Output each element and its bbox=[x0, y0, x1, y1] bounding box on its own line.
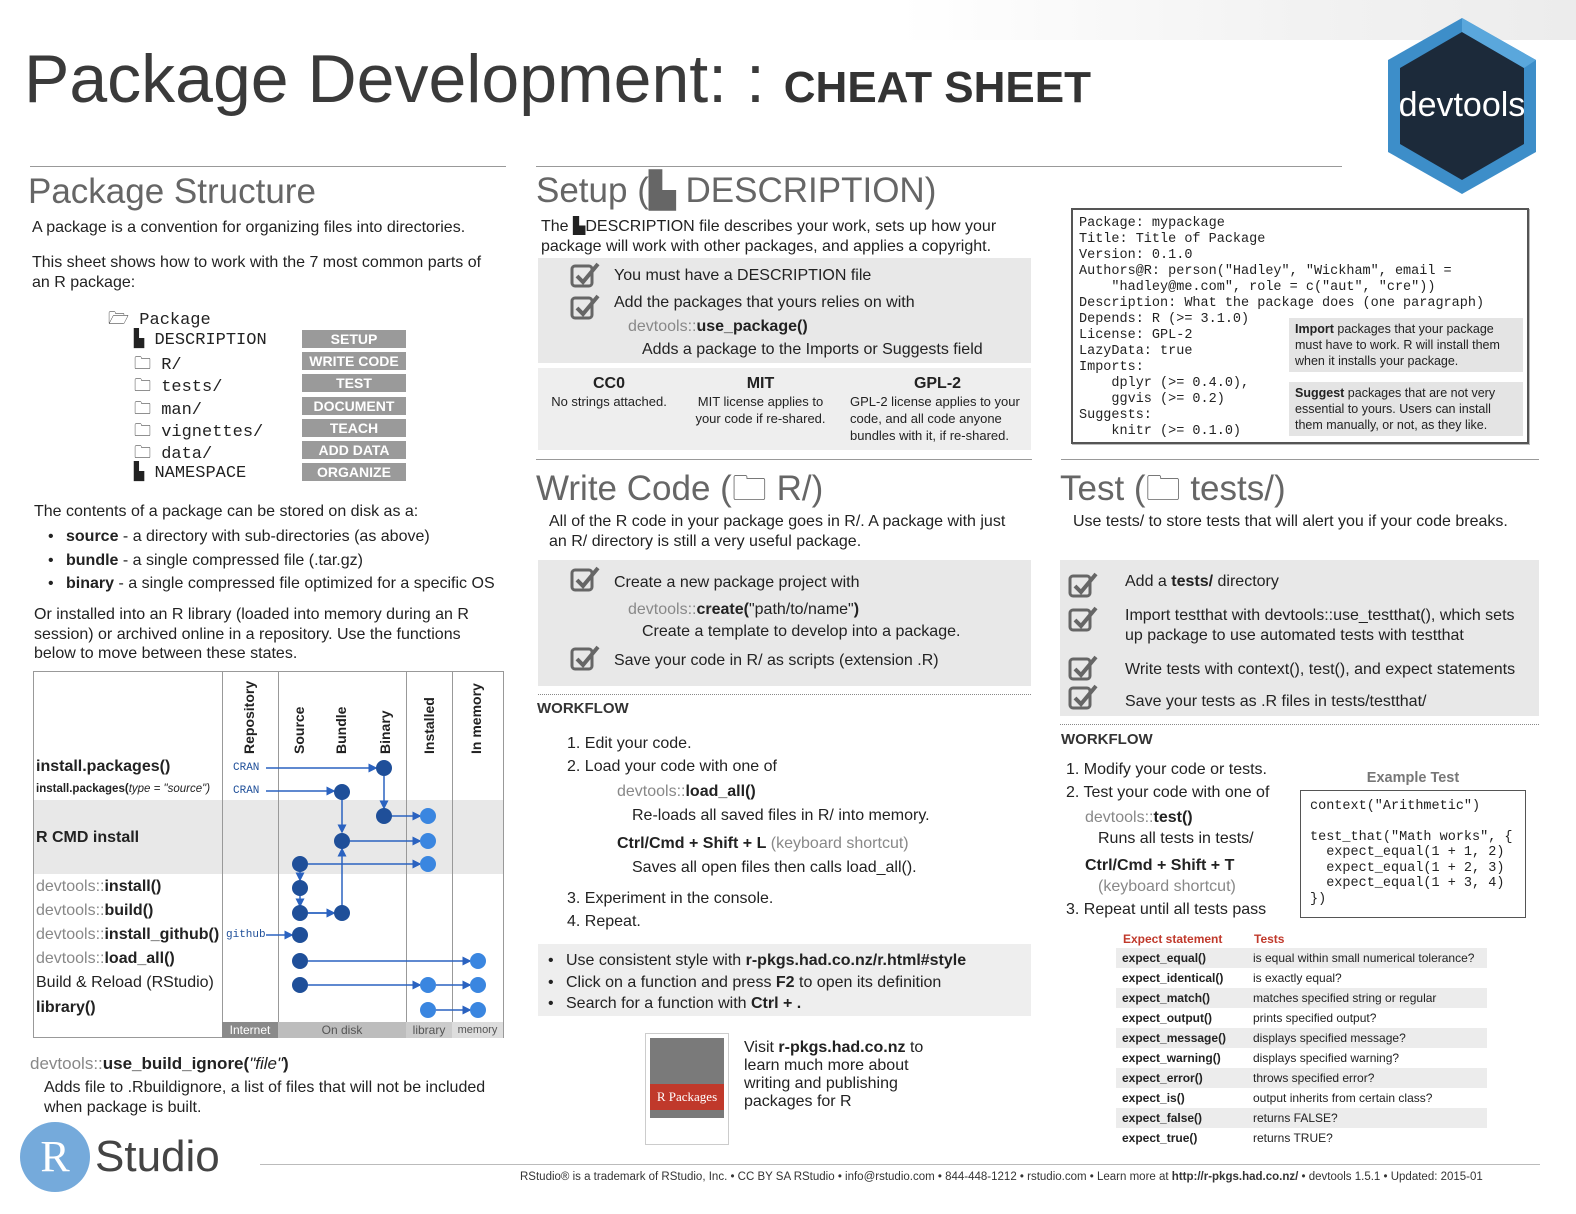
code-line: ggvis (>= 0.2) bbox=[1079, 392, 1225, 407]
expect-desc: returns FALSE? bbox=[1247, 1108, 1487, 1128]
tree-item-name: DESCRIPTION bbox=[154, 331, 267, 350]
setup-check-2: Add the packages that yours relies on with bbox=[614, 294, 915, 311]
code-line: Authors@R: person("Hadley", "Wickham", email = bbox=[1079, 264, 1452, 279]
code-line: knitr (>= 0.1.0) bbox=[1079, 424, 1242, 439]
rstudio-wordmark: Studio bbox=[95, 1132, 220, 1181]
tree-root: Package bbox=[139, 311, 211, 330]
label-cran-1: CRAN bbox=[233, 762, 260, 774]
row-dt-install-github: devtools::install_github() bbox=[36, 926, 220, 943]
logo-text: devtools bbox=[1398, 86, 1526, 124]
section-tag: ADD DATA bbox=[302, 441, 406, 459]
section-tag: TEACH bbox=[302, 419, 406, 437]
check-icon bbox=[570, 262, 600, 288]
code-line: }) bbox=[1310, 891, 1327, 907]
r-packages-book-cover bbox=[645, 1033, 729, 1145]
check-icon bbox=[1068, 684, 1098, 710]
code-line: Description: What the package does (one paragraph) bbox=[1079, 296, 1485, 311]
col-installed: Installed bbox=[421, 697, 437, 754]
check-icon bbox=[570, 566, 600, 592]
expect-fn: expect_true() bbox=[1122, 1131, 1198, 1145]
expect-fn: expect_identical() bbox=[1122, 971, 1224, 985]
test-wf-3: 3. Repeat until all tests pass bbox=[1066, 901, 1267, 918]
table-row bbox=[1116, 1048, 1487, 1068]
check-icon bbox=[570, 645, 600, 671]
code-line: License: GPL-2 bbox=[1079, 328, 1193, 343]
file-icon: ▙ bbox=[573, 218, 586, 235]
tip-search: • Search for a function with Ctrl + . bbox=[542, 993, 966, 1015]
code-line: Depends: R (>= 3.1.0) bbox=[1079, 312, 1250, 327]
table-row bbox=[1116, 1068, 1487, 1088]
expect-fn: expect_is() bbox=[1122, 1091, 1185, 1105]
test-check-2: Import testthat with devtools::use_testthat(), which sets up package to use automated tests with testthat bbox=[1125, 607, 1515, 644]
expect-desc: matches specified string or regular bbox=[1247, 988, 1487, 1008]
suggest-note: Suggest packages that are not very essential to yours. Users can install them manually, or not, as they like. bbox=[1289, 382, 1523, 436]
build-ignore-fn: devtools::use_build_ignore("file") bbox=[30, 1054, 289, 1073]
create-desc: Create a template to develop into a package. bbox=[642, 623, 961, 640]
tree-item-name: R/ bbox=[161, 356, 182, 376]
use-package-desc: Adds a package to the Imports or Suggests field bbox=[642, 341, 983, 358]
table-row bbox=[1116, 988, 1487, 1008]
structure-title: Package Structure bbox=[28, 172, 316, 211]
row-dt-load-all: devtools::load_all() bbox=[36, 950, 175, 967]
table-row bbox=[1116, 948, 1487, 968]
test-wf-1: 1. Modify your code or tests. bbox=[1066, 761, 1267, 778]
folder-open-icon: 🗁 bbox=[108, 311, 130, 330]
code-line: Package: mypackage bbox=[1079, 216, 1225, 231]
test-check-4: Save your tests as .R files in tests/testthat/ bbox=[1125, 693, 1427, 710]
section-tag: ORGANIZE bbox=[302, 463, 406, 481]
test-check-3: Write tests with context(), test(), and expect statements bbox=[1125, 661, 1516, 678]
footer-memory: memory bbox=[452, 1022, 503, 1038]
file-icon: ▙ bbox=[134, 331, 155, 350]
expect-table bbox=[1116, 932, 1487, 1148]
section-tag: SETUP bbox=[302, 330, 406, 348]
write-wf-2: 2. Load your code with one of bbox=[567, 758, 777, 775]
load-kbd: Ctrl/Cmd + Shift + L (keyboard shortcut) bbox=[617, 835, 909, 852]
section-tag: TEST bbox=[302, 374, 406, 392]
expect-fn: expect_warning() bbox=[1122, 1051, 1221, 1065]
row-r-cmd-install: R CMD install bbox=[36, 829, 140, 846]
test-title: Test (🗀 tests/) bbox=[1060, 469, 1286, 508]
expect-desc: throws specified error? bbox=[1247, 1068, 1487, 1088]
tree-item-name: vignettes/ bbox=[161, 422, 264, 442]
tests-col-header: Tests bbox=[1254, 932, 1285, 946]
installed-text: Or installed into an R library (loaded into memory during an R session) or archived online in a repository. Use the functions below to move between these states. bbox=[34, 606, 469, 662]
structure-intro-1: A package is a convention for organizing files into directories. bbox=[32, 219, 466, 236]
expect-fn: expect_false() bbox=[1116, 1108, 1247, 1128]
description-file-box bbox=[1071, 208, 1529, 444]
row-install-packages: install.packages() bbox=[36, 758, 171, 775]
check-icon bbox=[570, 294, 600, 320]
test-wf-2: 2. Test your code with one of bbox=[1066, 784, 1270, 801]
diagram-arrows bbox=[34, 672, 504, 1022]
write-title: Write Code (🗀 R/) bbox=[536, 469, 824, 508]
label-cran-2: CRAN bbox=[233, 785, 260, 797]
write-wf-3: 3. Experiment in the console. bbox=[567, 890, 774, 907]
expect-col-header: Expect statement bbox=[1123, 932, 1223, 946]
tree-item-name: data/ bbox=[161, 445, 213, 464]
expect-desc: is equal within small numerical tolerance? bbox=[1247, 948, 1487, 968]
create-fn: devtools::create("path/to/name") bbox=[628, 601, 860, 618]
expect-desc: returns TRUE? bbox=[1253, 1131, 1333, 1145]
test-fn: devtools::test() bbox=[1085, 809, 1193, 826]
col-source: Source bbox=[291, 706, 307, 754]
row-library: library() bbox=[36, 999, 96, 1016]
tree-item bbox=[134, 462, 246, 483]
page-subtitle: CHEAT SHEET bbox=[783, 63, 1091, 112]
write-wf-1: 1. Edit your code. bbox=[567, 735, 692, 752]
row-dt-build: devtools::build() bbox=[36, 902, 154, 919]
stored-binary: • binary - a single compressed file optimized for a specific OS bbox=[42, 572, 495, 596]
code-line bbox=[1310, 815, 1516, 830]
setup-desc: The ▙DESCRIPTION file describes your work, sets up how your package will work with other packages, and applies a copyright. bbox=[541, 218, 997, 255]
expect-fn: expect_error() bbox=[1116, 1068, 1247, 1088]
load-kbd-desc: Saves all open files then calls load_all(). bbox=[632, 859, 917, 876]
expect-desc: prints specified output? bbox=[1253, 1011, 1377, 1025]
tree-item-name: NAMESPACE bbox=[154, 464, 247, 484]
folder-icon: 🗀 bbox=[1145, 469, 1181, 508]
row-build-reload: Build & Reload (RStudio) bbox=[36, 974, 214, 991]
table-row bbox=[1116, 1088, 1487, 1108]
expect-desc: output inherits from certain class? bbox=[1253, 1091, 1433, 1105]
book-title: R Packages bbox=[650, 1084, 724, 1110]
footer-library: library bbox=[406, 1022, 452, 1038]
load-all-desc: Re-loads all saved files in R/ into memory. bbox=[632, 807, 930, 824]
test-fn-desc: Runs all tests in tests/ bbox=[1098, 830, 1254, 847]
table-row bbox=[1116, 1108, 1487, 1128]
code-line: expect_equal(1 + 3, 4) bbox=[1310, 876, 1505, 891]
folder-icon: 🗀 bbox=[134, 422, 162, 442]
col-binary: Binary bbox=[377, 710, 393, 754]
import-note: Import packages that your package must have to work. R will install them when it installs your package. bbox=[1289, 318, 1523, 372]
row-dt-install: devtools::install() bbox=[36, 878, 162, 895]
expect-desc: displays specified message? bbox=[1247, 1028, 1487, 1048]
code-line: Suggests: bbox=[1079, 408, 1152, 423]
page-title: Package Development: : CHEAT SHEET bbox=[24, 41, 1091, 117]
col-repository: Repository bbox=[241, 680, 257, 754]
test-desc: Use tests/ to store tests that will alert you if your code breaks. bbox=[1073, 513, 1508, 530]
write-tips bbox=[542, 950, 966, 1015]
folder-icon: 🗀 bbox=[134, 400, 162, 420]
table-row bbox=[1116, 968, 1487, 988]
footer-internet: Internet bbox=[222, 1022, 278, 1038]
test-check-1: Add a tests/ directory bbox=[1125, 573, 1279, 590]
table-row bbox=[1116, 1128, 1487, 1148]
code-line: Title: Title of Package bbox=[1079, 232, 1266, 247]
tree-item bbox=[134, 329, 267, 350]
check-icon bbox=[1068, 606, 1098, 632]
code-line: "hadley@me.com", role = c("aut", "cre")) bbox=[1079, 280, 1436, 295]
col-in-memory: In memory bbox=[468, 683, 484, 754]
license-gpl2: GPL-2 GPL-2 license applies to your code, and all code anyone bundles with it, if re-shared. bbox=[850, 375, 1020, 443]
check-icon bbox=[1068, 655, 1098, 681]
code-line: expect_equal(1 + 2, 3) bbox=[1310, 860, 1505, 876]
file-icon: ▙ bbox=[648, 171, 676, 210]
write-wf-4: 4. Repeat. bbox=[567, 913, 641, 930]
example-test-box bbox=[1300, 790, 1526, 918]
code-line: Version: 0.1.0 bbox=[1079, 248, 1193, 263]
tree-item-name: tests/ bbox=[161, 378, 223, 398]
expect-fn: expect_equal() bbox=[1116, 948, 1247, 968]
tip-f2: • Click on a function and press F2 to open its definition bbox=[542, 972, 966, 994]
file-icon: ▙ bbox=[134, 464, 155, 484]
use-package-fn: devtools::use_package() bbox=[628, 318, 808, 335]
expect-fn: expect_message() bbox=[1116, 1028, 1247, 1048]
expect-fn: expect_output() bbox=[1122, 1011, 1212, 1025]
folder-icon: 🗀 bbox=[134, 378, 162, 398]
stored-bundle: • bundle - a single compressed file (.tar.gz) bbox=[42, 549, 495, 573]
col-bundle: Bundle bbox=[333, 706, 349, 754]
devtools-logo bbox=[1382, 14, 1542, 198]
stored-list bbox=[42, 525, 495, 596]
rstudio-logo: R bbox=[20, 1122, 90, 1192]
expect-desc: displays specified warning? bbox=[1253, 1051, 1400, 1065]
folder-icon: 🗀 bbox=[134, 445, 162, 464]
test-kbd-note: (keyboard shortcut) bbox=[1098, 878, 1236, 895]
expect-desc: is exactly equal? bbox=[1253, 971, 1342, 985]
test-kbd: Ctrl/Cmd + Shift + T bbox=[1085, 857, 1235, 874]
license-cc0: CC0 No strings attached. bbox=[551, 375, 667, 409]
expect-fn: expect_match() bbox=[1116, 988, 1247, 1008]
stored-intro: The contents of a package can be stored on disk as a: bbox=[34, 503, 419, 520]
stored-source: • source - a directory with sub-directories (as above) bbox=[42, 525, 495, 549]
load-all-fn: devtools::load_all() bbox=[617, 783, 756, 800]
example-test-title: Example Test bbox=[1366, 770, 1460, 786]
check-icon bbox=[1068, 572, 1098, 598]
folder-icon: 🗀 bbox=[134, 356, 162, 376]
setup-check-1: You must have a DESCRIPTION file bbox=[614, 267, 872, 284]
tip-style: • Use consistent style with r-pkgs.had.co.nz/r.html#style bbox=[542, 950, 966, 972]
label-github: github bbox=[226, 929, 266, 941]
code-line: dplyr (>= 0.4.0), bbox=[1079, 376, 1250, 391]
section-tag: WRITE CODE bbox=[302, 352, 406, 370]
row-install-packages-source: install.packages(type = "source") bbox=[36, 783, 211, 795]
table-row bbox=[1116, 1008, 1487, 1028]
code-line: test_that("Math works", { bbox=[1310, 829, 1513, 845]
setup-title: Setup (▙ DESCRIPTION) bbox=[536, 171, 937, 210]
code-line: LazyData: true bbox=[1079, 344, 1193, 359]
code-line: context("Arithmetic") bbox=[1310, 799, 1481, 814]
structure-intro-2: This sheet shows how to work with the 7 most common parts of an R package: bbox=[32, 254, 482, 291]
test-workflow-title: WORKFLOW bbox=[1061, 731, 1153, 748]
write-desc: All of the R code in your package goes in R/. A package with just an R/ directory is still a very useful package. bbox=[549, 513, 1006, 550]
folder-icon: 🗀 bbox=[731, 469, 767, 508]
install-diagram bbox=[33, 671, 504, 1038]
write-check-1: Create a new package project with bbox=[614, 574, 860, 591]
code-line: expect_equal(1 + 1, 2) bbox=[1310, 845, 1505, 860]
section-tag: DOCUMENT bbox=[302, 397, 406, 415]
write-workflow-title: WORKFLOW bbox=[537, 700, 629, 717]
visit-text: Visit r-pkgs.had.co.nz to learn much more about writing and publishing packages for R bbox=[744, 1039, 924, 1110]
footer-on-disk: On disk bbox=[278, 1022, 406, 1038]
build-ignore-desc: Adds file to .Rbuildignore, a list of files that will not be included when package is built. bbox=[44, 1079, 486, 1116]
tree-item-name: man/ bbox=[161, 400, 203, 420]
license-mit: MIT MIT license applies to your code if re-shared. bbox=[695, 375, 826, 426]
write-check-2: Save your code in R/ as scripts (extension .R) bbox=[614, 652, 939, 669]
table-row bbox=[1116, 1028, 1487, 1048]
code-line: Imports: bbox=[1079, 360, 1144, 375]
footer-text: RStudio® is a trademark of RStudio, Inc. • CC BY SA RStudio • info@rstudio.com • 844-448-1212 • rstudio.com • Learn more at http://r-pkgs.had.co.nz/ • devtools 1.5.1 • Updated: 2015-01 bbox=[520, 1171, 1483, 1183]
